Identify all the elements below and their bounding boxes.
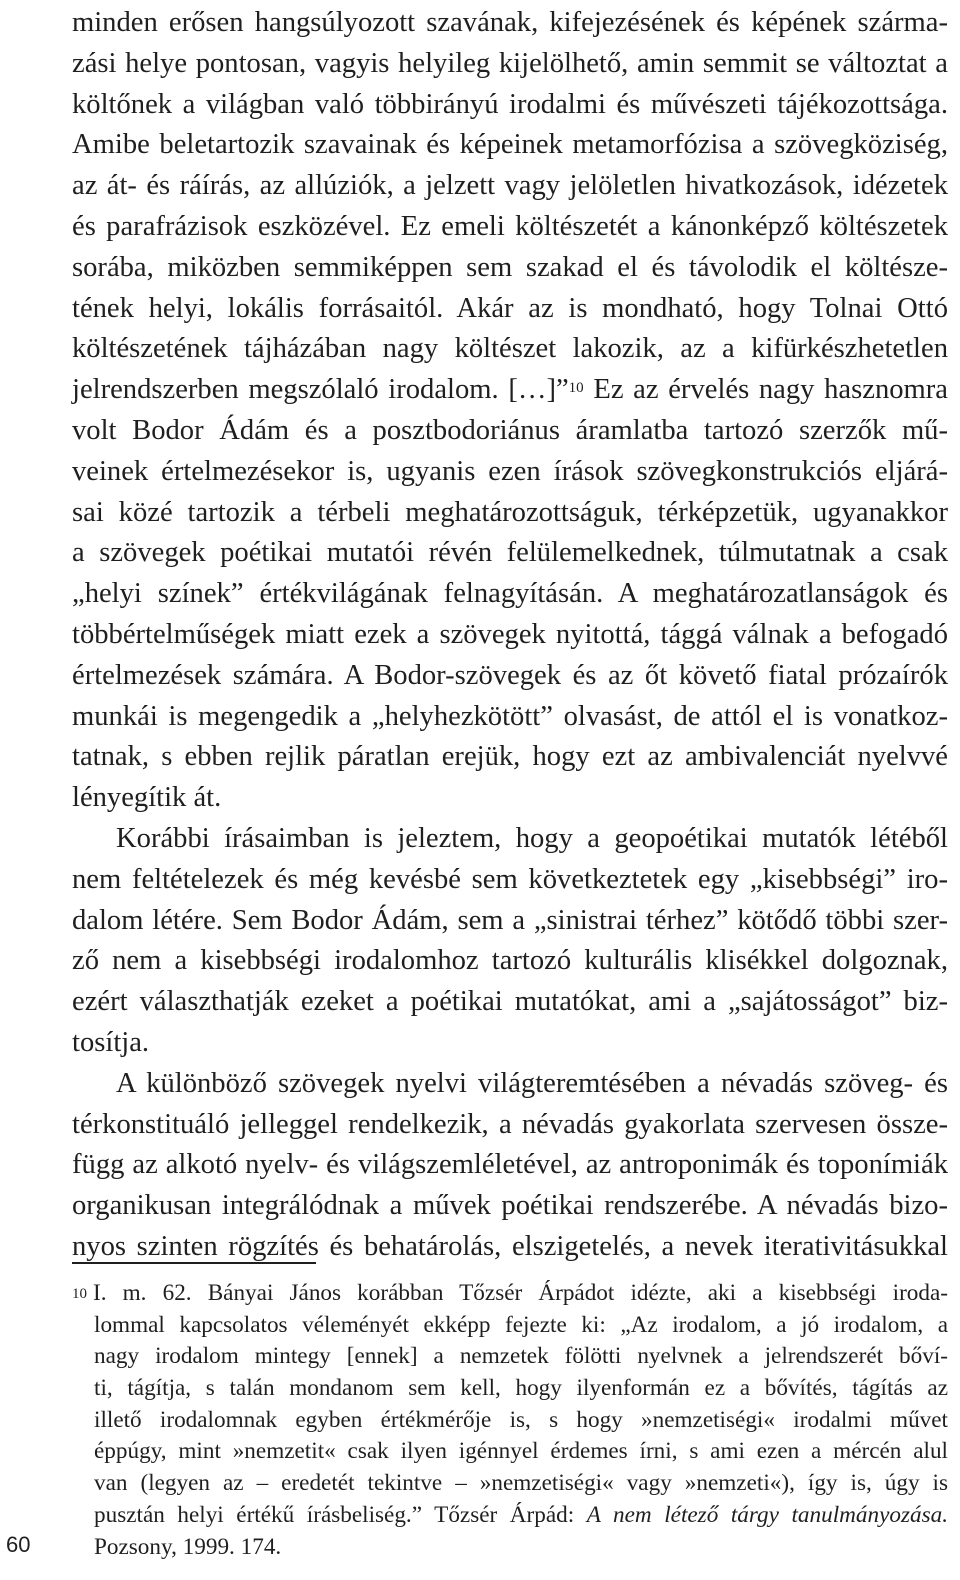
footnote-line: Pozsony, 1999. 174. bbox=[94, 1533, 282, 1560]
body-line: minden erősen hangsúlyozott szavának, kifejezésének és képének szárma- bbox=[72, 7, 948, 38]
body-line: zási helye pontosan, vagyis helyileg kijelölhető, amin semmit se változtat a bbox=[72, 47, 948, 79]
body-line: tatnak, s ebben rejlik páratlan erejük, hogy ezt az ambivalenciát nyelvvé bbox=[72, 741, 948, 773]
body-line: térkonstituáló jelleggel rendelkezik, a névadás gyakorlata szervesen össze- bbox=[72, 1108, 948, 1140]
footnote-line bbox=[72, 1500, 948, 1532]
body-line: és parafrázisok eszközével. Ez emeli költészetét a kánonképző költészetek bbox=[72, 210, 948, 242]
body-line: tosítja. bbox=[72, 1026, 150, 1058]
footnote-separator bbox=[72, 1262, 316, 1264]
footnote-number: 10 bbox=[72, 1286, 87, 1302]
body-line: tének helyi, lokális forrásaitól. Akár az is mondható, hogy Tolnai Ottó bbox=[72, 292, 948, 324]
body-text bbox=[72, 0, 948, 1268]
body-line: volt Bodor Ádám és a posztbodoriánus áramlatba tartozó szerzők mű- bbox=[72, 414, 948, 446]
body-line: Amibe beletartozik szavainak és képeinek metamorfózisa a szövegköziség, bbox=[72, 129, 948, 161]
page-number: 60 bbox=[6, 1532, 31, 1557]
body-line: többértelműségek miatt ezek a szövegek nyitottá, tággá válnak a befogadó bbox=[72, 618, 948, 650]
footnote-line bbox=[72, 1278, 948, 1310]
footnote-line: lommal kapcsolatos véleményét ekképp fejezte ki: „Az irodalom, a jó irodalom, a bbox=[94, 1311, 948, 1338]
body-line: költészetének tájházában nagy költészet lakozik, az a kifürkészhetetlen bbox=[72, 333, 948, 365]
body-line: az át- és ráírás, az allúziók, a jelzett vagy jelöletlen hivatkozások, idézetek bbox=[72, 170, 948, 202]
body-line: lényegítik át. bbox=[72, 782, 222, 814]
footnote-line: éppúgy, mint »nemzetit« csak ilyen igénnyel érdemes írni, s ami ezen a mércén alul bbox=[94, 1438, 948, 1465]
body-line: értelmezések számára. A Bodor-szövegek és az őt követő fiatal prózaírók bbox=[72, 659, 948, 691]
body-line: a szövegek poétikai mutatói révén felülemelkednek, túlmutatnak a csak bbox=[72, 537, 948, 569]
body-line: nem feltételezek és még kevésbé sem következtetek egy „kisebbségi” iro- bbox=[72, 863, 948, 895]
footnote-line: nagy irodalom mintegy [ennek] a nemzetek fölötti nyelvnek a jelrendszerét bőví- bbox=[94, 1343, 948, 1370]
paragraph-start: A különböző szövegek nyelvi világteremtésében a névadás szöveg- és bbox=[116, 1067, 948, 1099]
body-line: veinek értelmezésekor is, ugyanis ezen írások szövegkonstrukciós eljárá- bbox=[72, 455, 948, 487]
footnote-line: ti, tágítja, s talán mondanom sem kell, hogy ilyenformán ez a bővítés, tágítás az bbox=[94, 1375, 948, 1402]
body-line: ezért választhatják ezeket a poétikai mutatókat, ami a „sajátosságot” biz- bbox=[72, 986, 948, 1018]
footnote-text: pusztán helyi értékű írásbeliség.” Tőzsér Árpád: bbox=[94, 1501, 587, 1528]
footnote-reference[interactable]: 10 bbox=[568, 380, 584, 397]
body-text-segment: Ez az érvelés nagy hasznomra bbox=[583, 374, 948, 406]
body-line: „helyi színek” értékvilágának felnagyításán. A meghatározatlanságok és bbox=[72, 578, 948, 610]
body-line: ző nem a kisebbségi irodalomhoz tartozó kulturális klisékkel dolgoznak, bbox=[72, 945, 948, 977]
body-line-with-footnote-ref bbox=[72, 370, 948, 411]
footnote-line: illető irodalomnak egyben értékmérője is, s hogy »nemzetiségi« irodalmi művet bbox=[94, 1406, 948, 1433]
book-title: A nem létező tárgy tanulmányozása. bbox=[586, 1501, 948, 1528]
body-line: költőnek a világban való többirányú irodalmi és művészeti tájékozottsága. bbox=[72, 88, 948, 120]
body-line: munkái is megengedik a „helyhezkötött” olvasást, de attól el is vonatkoz- bbox=[72, 700, 948, 732]
body-line: sai közé tartozik a térbeli meghatározottságuk, térképzetük, ugyanakkor bbox=[72, 496, 948, 528]
body-line: organikusan integrálódnak a művek poétikai rendszerébe. A névadás bizo- bbox=[72, 1190, 948, 1222]
footnote-line: van (legyen az – eredetét tekintve – »nemzetiségi« vagy »nemzeti«), így is, úgy is bbox=[94, 1470, 948, 1497]
body-line: sorába, miközben semmiképpen sem szakad el és távolodik el költésze- bbox=[72, 251, 948, 283]
footnote-text: I. m. 62. Bányai János korábban Tőzsér Árpádot idézte, aki a kisebbségi iroda- bbox=[93, 1280, 948, 1306]
body-line: dalom létére. Sem Bodor Ádám, sem a „sinistrai térhez” kötődő többi szer- bbox=[72, 904, 948, 936]
body-text-segment: jelrendszerben megszólaló irodalom. […]” bbox=[72, 374, 569, 406]
body-line: függ az alkotó nyelv- és világszemléletével, az antroponimák és toponímiák bbox=[72, 1149, 948, 1181]
paragraph-start: Korábbi írásaimban is jeleztem, hogy a geopoétikai mutatók létéből bbox=[116, 822, 948, 854]
body-line: nyos szinten rögzítés és behatárolás, elszigetelés, a nevek iterativitásukkal bbox=[72, 1230, 948, 1262]
footnote bbox=[72, 1278, 948, 1563]
